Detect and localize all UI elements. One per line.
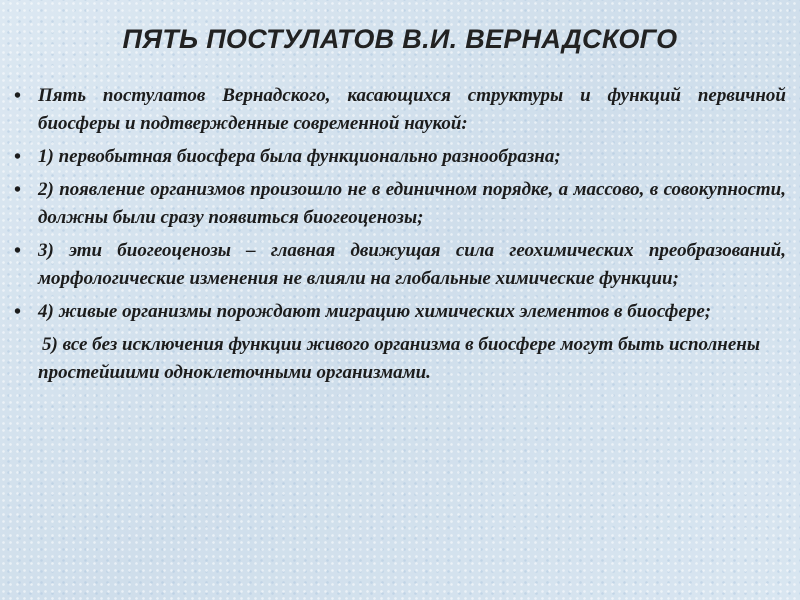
list-item-final	[12, 331, 786, 387]
bullet-icon: •	[14, 240, 22, 262]
bullet-list	[12, 82, 786, 392]
list-item-text: 3) эти биогеоценозы – главная движущая сила геохимических преобразований, морфологические изменения не влияли на глобальные химические функции;	[38, 240, 786, 289]
bullet-icon: •	[14, 179, 22, 201]
list-item-text: 1) первобытная биосфера была функционально разнообразна;	[38, 146, 561, 167]
bullet-icon: •	[14, 146, 22, 168]
list-item-text: Пять постулатов Вернадского, касающихся структуры и функций первичной биосферы и подтвержденные современной наукой:	[38, 85, 786, 134]
list-item	[12, 176, 786, 232]
slide-title: ПЯТЬ ПОСТУЛАТОВ В.И. ВЕРНАДСКОГО	[122, 24, 678, 54]
bullet-icon: •	[14, 301, 22, 323]
list-item-text: 2) появление организмов произошло не в единичном порядке, а массово, в совокупности, должны были сразу появиться биогеоценозы;	[38, 179, 786, 228]
bullet-icon: •	[14, 85, 22, 107]
list-item	[12, 82, 786, 138]
list-item	[12, 143, 786, 171]
list-item	[12, 298, 786, 326]
list-item-text: 5) все без исключения функции живого организма в биосфере могут быть исполнены простейшими одноклеточными организмами.	[38, 334, 761, 383]
list-item-text: 4) живые организмы порождают миграцию химических элементов в биосфере;	[38, 301, 712, 322]
list-item	[12, 237, 786, 293]
